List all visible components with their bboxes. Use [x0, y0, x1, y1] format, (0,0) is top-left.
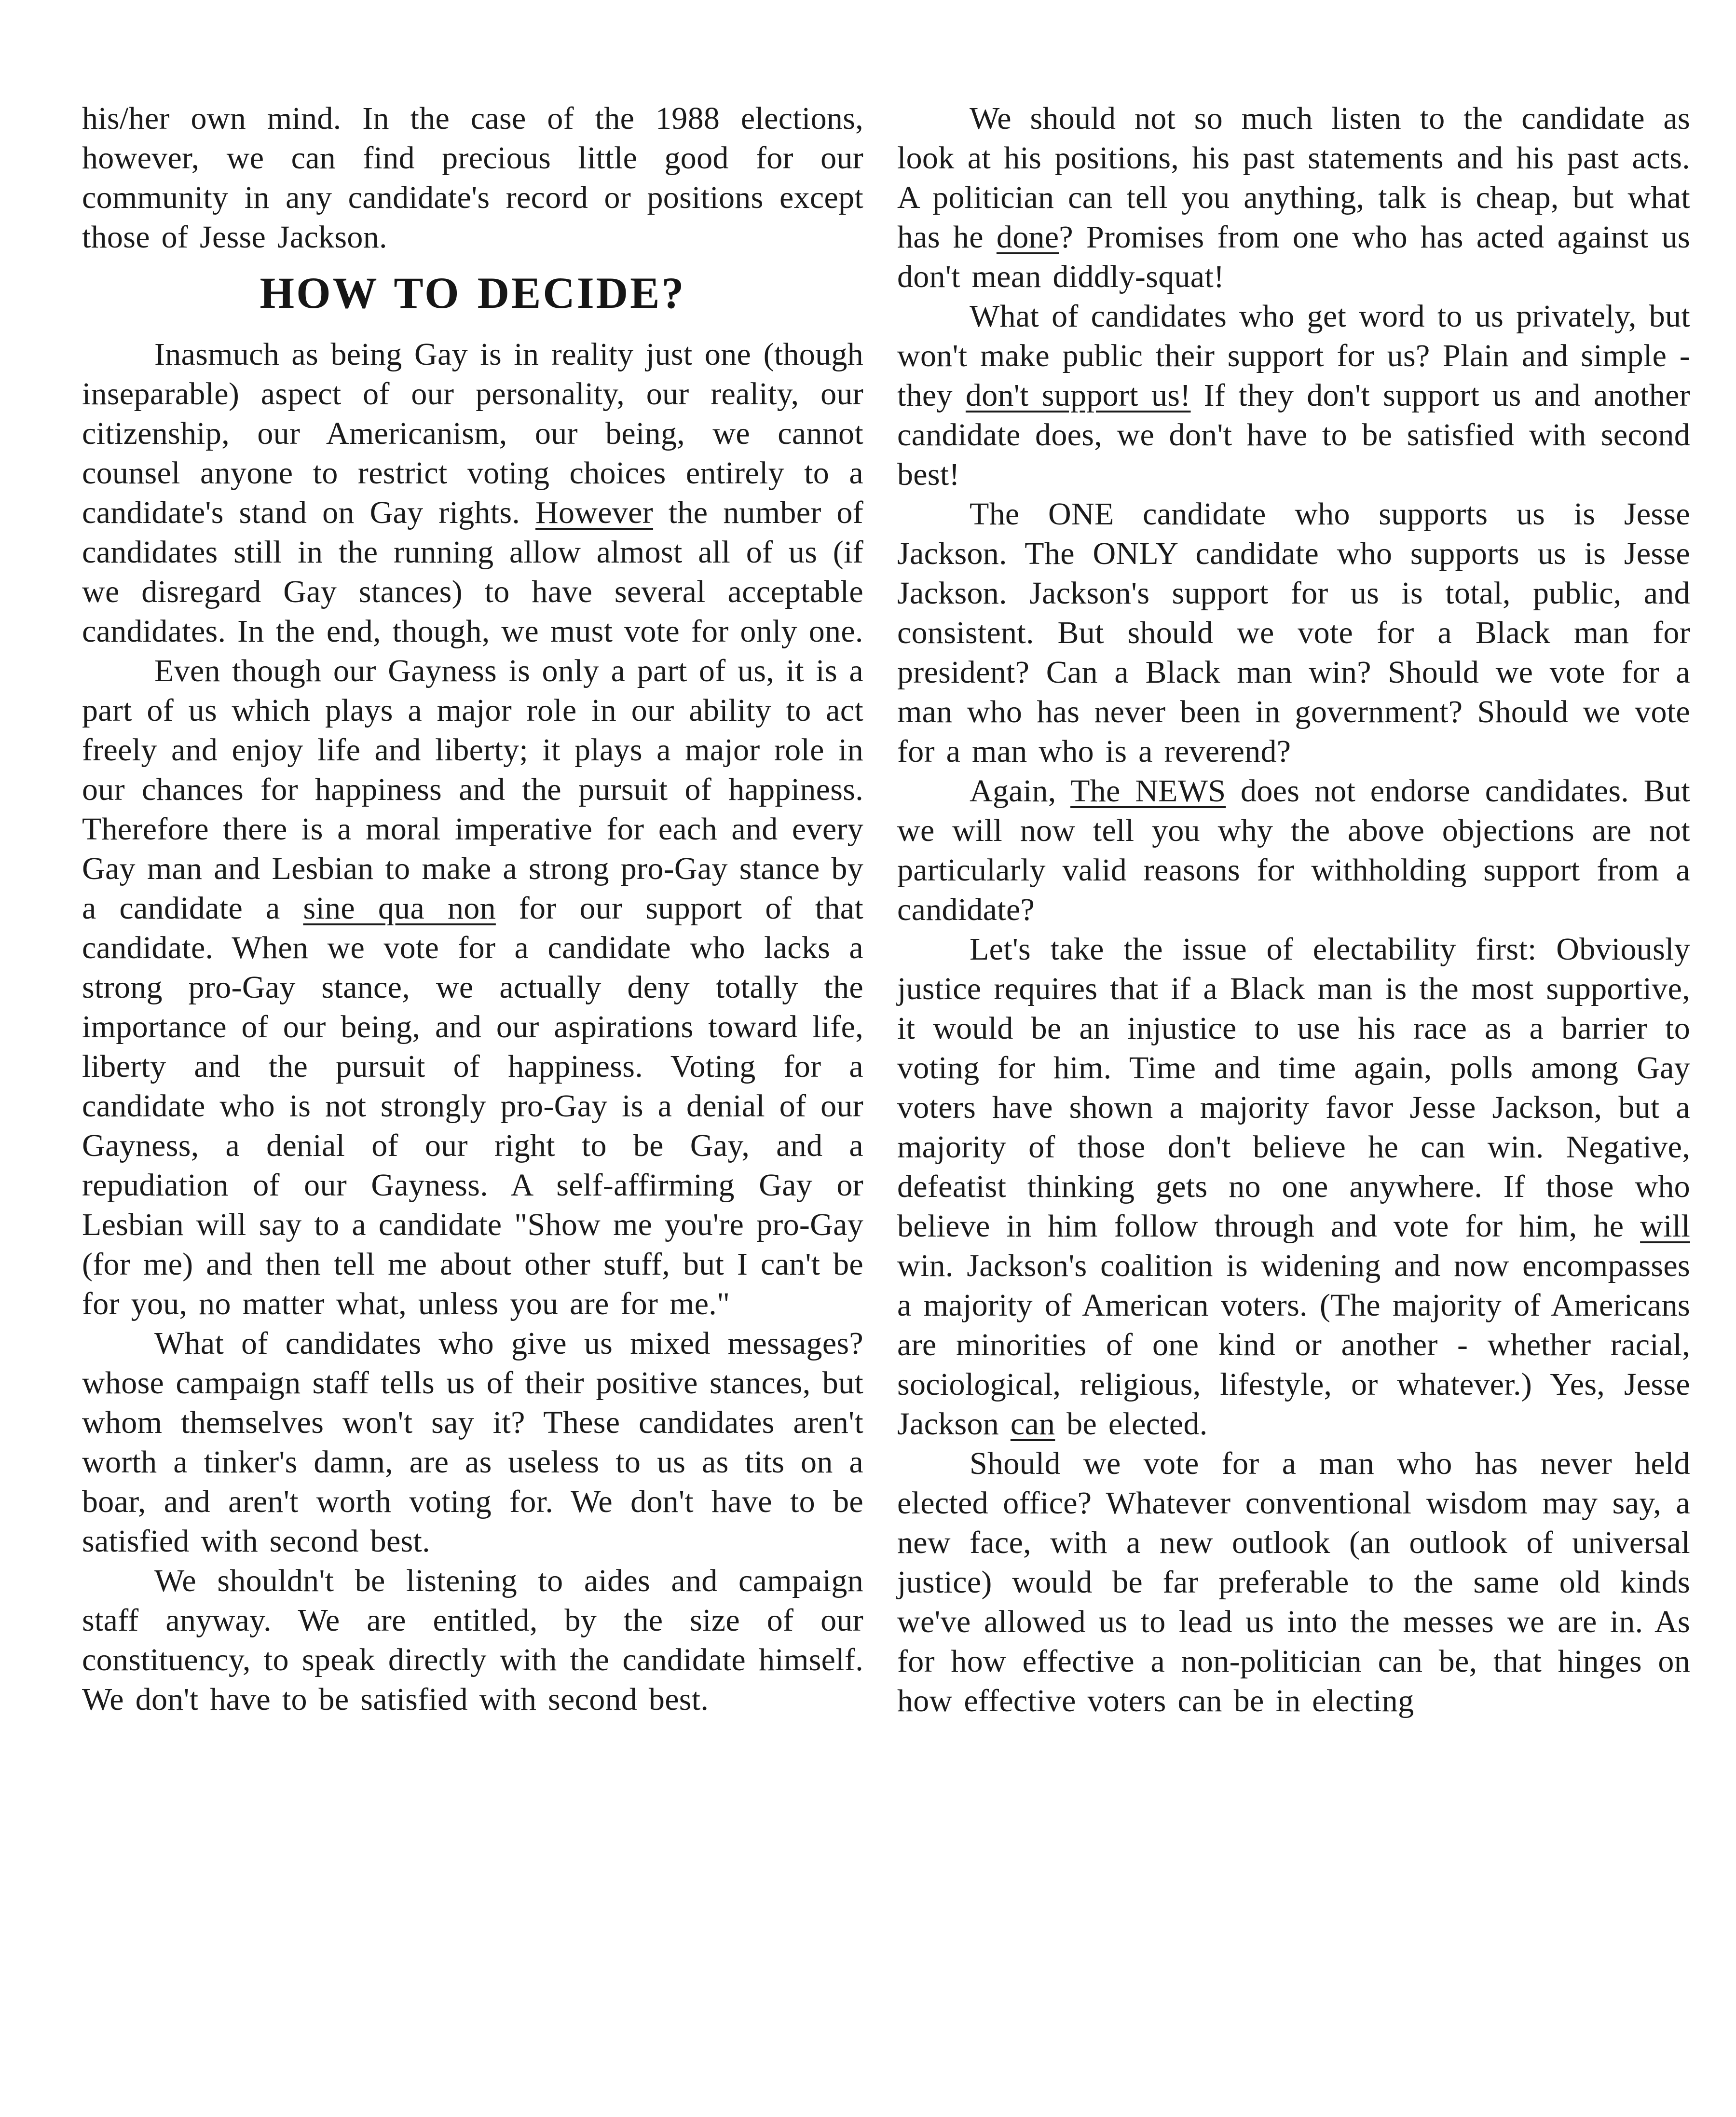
body-text: be elected. — [1055, 1406, 1208, 1442]
paragraph-continuation — [82, 99, 863, 257]
body-text: What of candidates who get word to us privately, but won't make public their support for us? Plain and simple - they — [897, 299, 1690, 413]
body-text: Let's take the issue of electability first: Obviously justice requires that if a Black man is the most supportive, it would be an injustice to use his race as a barrier to voting for him. Time and time again, polls among Gay voters have shown a majority favor Jesse Jackson, but a majority of those don't believe he can win. Negative, defeatist thinking gets no one anywhere. If those who believe in him follow through and vote for him, he — [897, 932, 1690, 1244]
body-text: Again, — [970, 773, 1071, 809]
body-text: We should not so much listen to the candidate as look at his positions, his past statements and his past acts. A politician can tell you anything, talk is cheap, but what has he — [897, 101, 1690, 255]
left-column — [82, 99, 863, 2059]
body-text: does not endorse candidates. But we will now tell you why the above objections are not particularly valid reasons for withholding support from a candidate? — [897, 773, 1691, 927]
underlined-text: can — [1010, 1406, 1055, 1442]
paragraph — [82, 651, 863, 1324]
paragraph — [897, 297, 1690, 495]
body-text: We shouldn't be listening to aides and campaign staff anyway. We are entitled, by the size of our constituency, to speak directly with the candidate himself. We don't have to be satisfied with second best. — [82, 1563, 863, 1717]
section-heading: HOW TO DECIDE? — [260, 268, 686, 317]
paragraph — [897, 771, 1690, 930]
right-column — [897, 99, 1690, 2059]
underlined-text: don't support us! — [965, 378, 1191, 413]
underlined-text: sine qua non — [303, 890, 496, 926]
paragraph — [82, 1324, 863, 1561]
paragraph — [897, 1444, 1690, 1721]
body-text: ? Promises from one who has acted against us don't mean diddly-squat! — [897, 220, 1690, 294]
body-text: Should we vote for a man who has never held elected office? Whatever conventional wisdom may say, a new face, with a new outlook (an outlook of universal justice) would be far preferable to the same old kinds we've allowed us to lead us into the messes we are in. As for how effective a non-politician can be, that hinges on how effective voters can be in electing — [897, 1446, 1690, 1718]
body-text: If they don't support us and another candidate does, we don't have to be satisfied with second best! — [897, 378, 1690, 492]
body-text: Even though our Gayness is only a part of us, it is a part of us which plays a major role in our ability to act freely and enjoy life and liberty; it plays a major role in our chances for happiness and the pursuit of happiness. Therefore there is a moral imperative for each and every Gay man and Lesbian to make a strong pro-Gay stance by a candidate a — [82, 653, 863, 926]
paragraph — [897, 495, 1690, 771]
body-text: the number of candidates still in the running allow almost all of us (if we disregard Gay stances) to have several acceptable candidates. In the end, though, we must vote for only one. — [82, 495, 864, 649]
underlined-text: done — [996, 220, 1059, 255]
body-text: The ONE candidate who supports us is Jesse Jackson. The ONLY candidate who supports us is Jesse Jackson. Jackson's support for us is total, public, and consistent. But should we vote for a Black man for president? Can a Black man win? Should we vote for a man who has never been in government? Should we vote for a man who is a reverend? — [897, 496, 1690, 769]
paragraph — [897, 99, 1690, 297]
body-text: win. Jackson's coalition is widening and now encompasses a majority of American voters. (The majority of Americans are minorities of one kind or another - whether racial, sociological, religious, lifestyle, or whatever.) Yes, Jesse Jackson — [897, 1248, 1690, 1442]
underlined-text: The NEWS — [1070, 773, 1226, 809]
paragraph — [897, 930, 1690, 1444]
paragraph — [82, 1561, 863, 1719]
body-text: What of candidates who give us mixed messages? whose campaign staff tells us of their positive stances, but whom themselves won't say it? These candidates aren't worth a tinker's damn, are as useless to us as tits on a boar, and aren't worth voting for. We don't have to be satisfied with second best. — [82, 1325, 863, 1559]
underlined-text: will — [1640, 1209, 1690, 1244]
paragraph — [82, 335, 863, 651]
body-text: Inasmuch as being Gay is in reality just one (though inseparable) aspect of our personality, our reality, our citizenship, our Americanism, our being, we cannot counsel anyone to restrict voting choices entirely to a candidate's stand on Gay rights. — [82, 336, 863, 530]
body-text: for our support of that candidate. When we vote for a candidate who lacks a strong pro-Gay stance, we actually deny totally the importance of our being, and our aspirations toward life, liberty and the pursuit of happiness. Voting for a candidate who is not strongly pro-Gay is a denial of our Gayness, a denial of our right to be Gay, and a repudiation of our Gayness. A self-affirming Gay or Lesbian will say to a candidate "Show me you're pro-Gay (for me) and then tell me about other stuff, but I can't be for you, no matter what, unless you are for me." — [82, 890, 863, 1321]
underlined-text: However — [535, 495, 654, 530]
body-text: his/her own mind. In the case of the 1988 elections, however, we can find precious little good for our community in any candidate's record or positions except those of Jesse Jackson. — [82, 101, 863, 255]
